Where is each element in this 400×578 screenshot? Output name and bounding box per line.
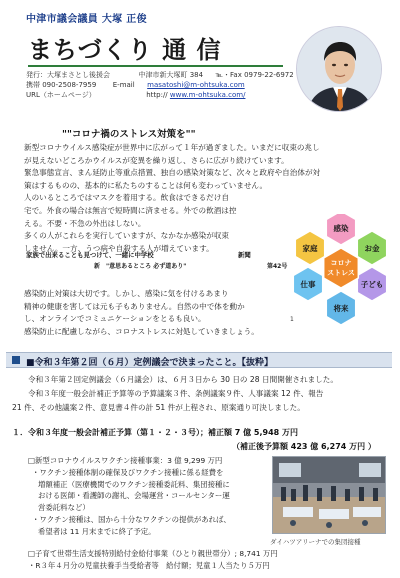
paragraph-line: しません。一方、うつ病や自殺する人が増えています。 (24, 243, 214, 253)
budget-item-line: 希望者は 11 月末までに終了予定。 (38, 526, 156, 536)
contact-row-publisher (26, 70, 294, 80)
vaccination-scene (273, 457, 386, 534)
support-item-line: ・R３年４月分の児童扶養手当受給者等 給付額；児童１人当たり５万円 (28, 560, 270, 570)
section-marker-icon (12, 356, 20, 364)
publisher: 発行：大塚まさとし後援会 (26, 71, 110, 79)
tel-fax: ℡・Fax 0979-22-6972 (215, 71, 294, 79)
budget-items (28, 455, 231, 538)
hexagon-cluster (286, 214, 396, 334)
contact-info (26, 70, 294, 100)
budget-item-line: □新型コロナウイルスワクチン接種事業：3 億 9,299 万円 (28, 456, 223, 465)
url-scheme: http:// (146, 91, 168, 99)
budget-total: （補正後予算額 423 億 6,274 万円 ） (232, 442, 376, 451)
page-mark: 1 (290, 316, 294, 323)
title-rule (28, 65, 283, 67)
portrait-illustration (297, 27, 382, 112)
stress-node-label: 家庭 (302, 244, 318, 253)
session-summary-line: 令和３年度一般会計補正予算等の予算議案３件、条例議案９件、人事議案 12 件、報告 (28, 389, 324, 398)
article-paragraph-2 (24, 288, 259, 338)
paragraph-line: 宅で。外食の場合は無言で短時間に済ませる。外での飲酒は控 (24, 205, 237, 215)
paragraph-line: し、オンラインでコミュニケーションをとるも良い。 (24, 314, 206, 324)
paragraph-line: 感染防止に配慮しながら、コロナストレスに対処していきましょう。 (24, 326, 259, 336)
homepage-link[interactable]: www.m-ohtsuka.com/ (169, 91, 246, 99)
article-paragraph-1 (24, 142, 320, 255)
budget-item-line: 営委託料など） (38, 503, 90, 513)
support-item-line: □子育て世帯生活支援特別給付金給付事業（ひとり親世帯分）; 8,741 万円 (28, 549, 278, 558)
overlay-line-1: 家族で出来ることも見つけて、一緒に中学校 (26, 251, 154, 259)
stress-node-label: 子ども (360, 280, 384, 289)
session-summary-line: 21 件、その他議案２件、意見書４件の計 51 件が上程され、原案通り可決しました。 (12, 403, 305, 412)
mobile-phone: 携帯 090-2508-7959 (26, 81, 97, 89)
support-items (28, 548, 278, 572)
paragraph-line: が見えないどころかウイルスが変異を繰り返し、さらに広がり続けています。 (24, 155, 289, 165)
overlay-motto: 新 "意思あるところ 必ず道あり" (94, 263, 187, 270)
contact-row-url (26, 90, 294, 100)
contact-row-phone (26, 80, 294, 90)
article-headline: ""コロナ禍のストレス対策を"" (62, 129, 196, 140)
newsletter-header (0, 0, 400, 122)
stress-center-label: ストレス (327, 269, 355, 277)
vaccination-photo (272, 456, 386, 534)
author-line: 中津市議会議員 大塚 正俊 (26, 14, 147, 25)
photo-caption: ダイハツアリーナでの集団接種 (270, 538, 361, 546)
overlay-newspaper: 新聞 (238, 251, 251, 259)
paragraph-line: 新型コロナウイルス感染症が世界中に広がって１年が過ぎました。いまだに収束の兆し (24, 143, 320, 152)
overlay-issue-number: 第42号 (267, 263, 288, 270)
budget-item-line: おける医師・看護師の謝礼、会場運営・コールセンター運 (38, 491, 230, 501)
paragraph-line: 策はするものの、基本的に私たちのすることは何も変わっていません。 (24, 180, 268, 190)
portrait-photo (296, 26, 382, 112)
budget-item-line: ・ワクチン接種体制の確保及びワクチン接種に係る経費を (32, 467, 224, 477)
paragraph-line: 多くの人がこれらを実行していますが、なかなか感染が収束 (24, 231, 230, 241)
paragraph-line: 精神の健康を害しては元も子もありません。自然の中で体を動か (24, 301, 245, 311)
stress-node-label: 仕事 (300, 280, 316, 289)
session-summary-line: 令和３年第２回定例議会（６月議会）は、６月３日から 30 日の 28 日間開催されました。 (28, 375, 338, 384)
paragraph-line: 緊急事態宣言、まん延防止等重点措置、独自の感染対策など、次々と政府や自治体が対 (24, 168, 321, 178)
stress-center-label: コロナ (330, 259, 352, 267)
stress-node-label: 将来 (333, 304, 349, 313)
paragraph-line: 感染防止対策は大切です。しかし、感染に気を付けるあまり (24, 289, 229, 298)
paragraph-line: 人のいるところではマスクを着用する。飲食はできるだけ自 (24, 193, 229, 203)
stress-center (324, 248, 359, 288)
budget-item-line: 増額補正（医療機関でのワクチン接種委託料、集団接種に (38, 479, 230, 489)
url-label: URL（ホームページ） (26, 91, 96, 99)
section-header-bar (6, 352, 392, 368)
section-title: ■令和３年第２回（６月）定例議会で決まったこと。【抜粋】 (26, 358, 274, 368)
budget-item-line: ・ワクチン接種は、国から十分なワクチンの提供があれば、 (32, 514, 231, 524)
email-link[interactable]: masatoshi@m-ohtsuka.com (147, 81, 245, 89)
overlay-text-layer (26, 250, 306, 282)
stress-node-label: 感染 (333, 224, 349, 233)
corona-stress-diagram (286, 214, 396, 334)
address: 中津市新大塚町 384 (138, 71, 204, 79)
stress-node-label: お金 (364, 244, 380, 253)
email-label: E-mail (112, 81, 135, 89)
budget-heading: １．令和３年度一般会計補正予算（第１・２・３号）；補正額 7 億 5,948 万円 (12, 428, 299, 437)
paragraph-line: える。不要・不急の外出はしない。 (24, 218, 146, 228)
newsletter-title: まちづくり 通 信 (28, 36, 222, 64)
